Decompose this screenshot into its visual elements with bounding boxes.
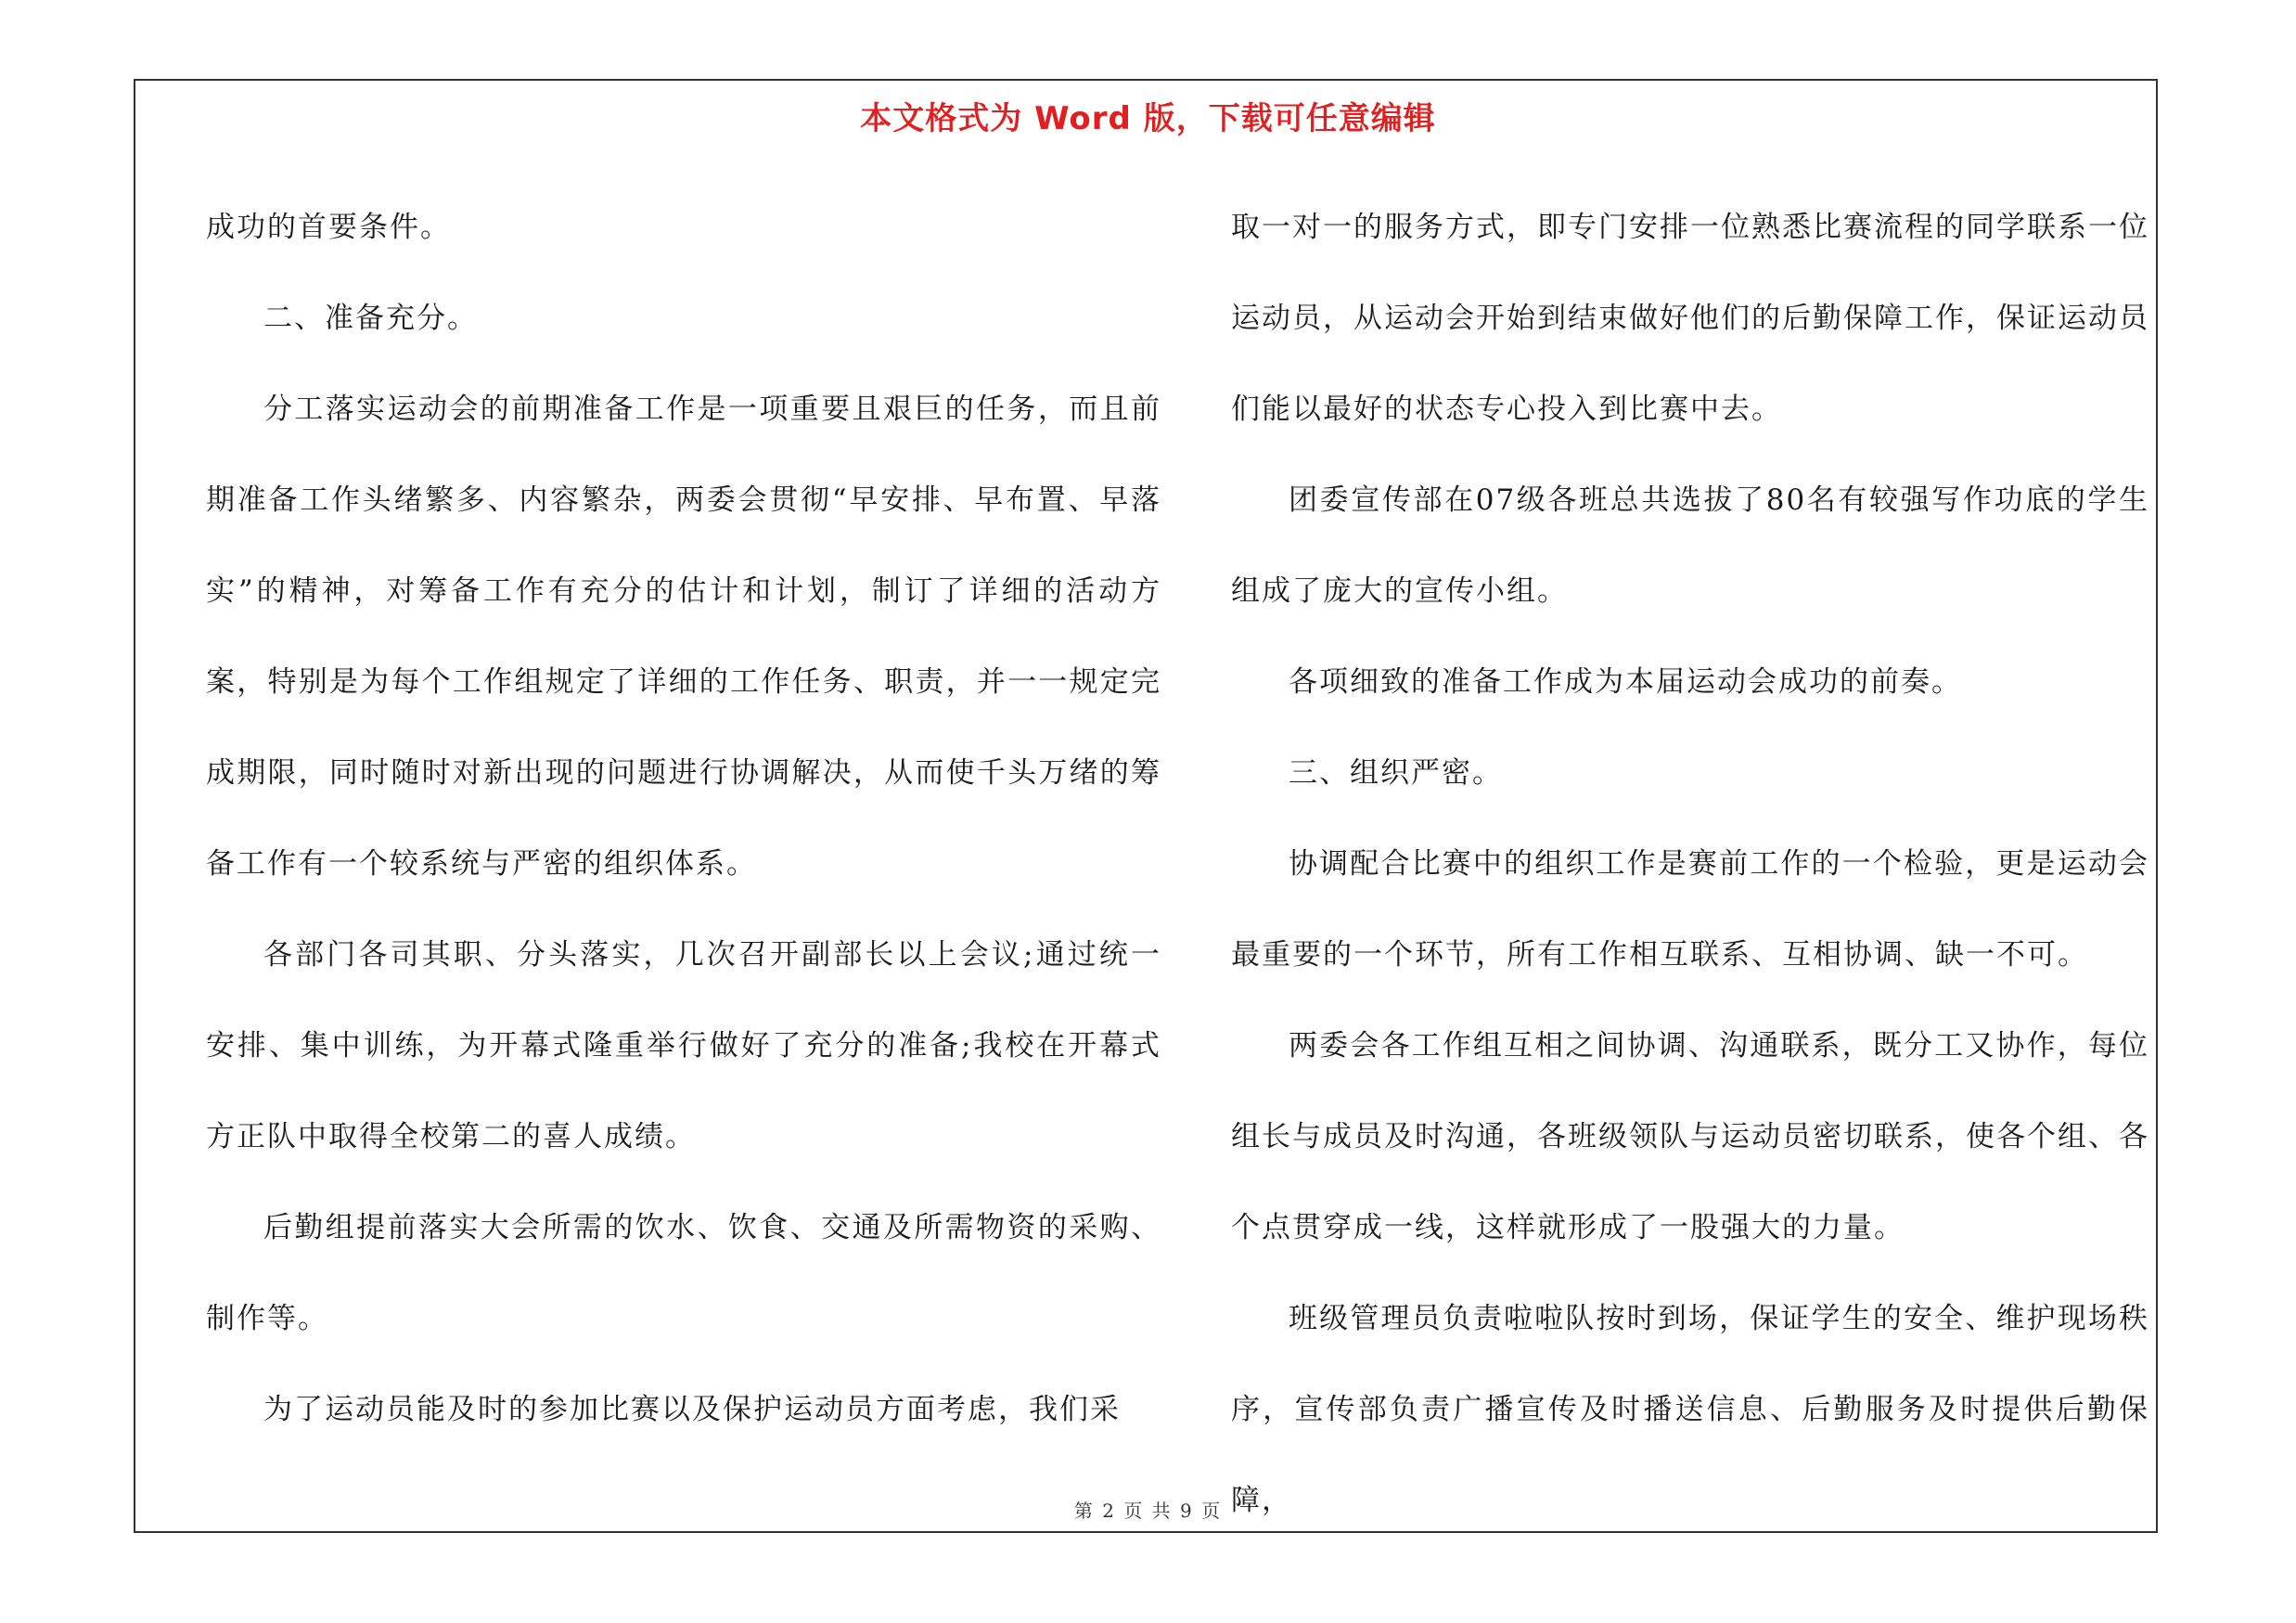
paragraph: 后勤组提前落实大会所需的饮水、饮食、交通及所需物资的采购、制作等。 bbox=[206, 1211, 1161, 1335]
paragraph: 各项细致的准备工作成为本届运动会成功的前奏。 bbox=[1289, 665, 1962, 699]
paragraph: 协调配合比赛中的组织工作是赛前工作的一个检验，更是运动会最重要的一个环节，所有工作相互联系、互相协调、缺一不可。 bbox=[1231, 847, 2149, 972]
section-heading: 三、组织严密。 bbox=[1289, 756, 1503, 790]
paragraph: 团委宣传部在07级各班总共选拔了80名有较强写作功底的学生组成了庞大的宣传小组。 bbox=[1231, 483, 2149, 608]
right-column bbox=[1231, 182, 2149, 1546]
section-heading: 二、准备充分。 bbox=[263, 302, 478, 335]
paragraph: 取一对一的服务方式，即专门安排一位熟悉比赛流程的同学联系一位运动员，从运动会开始到结束做好他们的后勤保障工作，保证运动员们能以最好的状态专心投入到比赛中去。 bbox=[1231, 211, 2149, 426]
paragraph: 为了运动员能及时的参加比赛以及保护运动员方面考虑，我们采 bbox=[263, 1393, 1121, 1426]
paragraph: 两委会各工作组互相之间协调、沟通联系，既分工又协作，每位组长与成员及时沟通，各班级领队与运动员密切联系，使各个组、各个点贯穿成一线，这样就形成了一股强大的力量。 bbox=[1231, 1029, 2149, 1244]
paragraph: 成功的首要条件。 bbox=[206, 211, 451, 244]
page-number: 第 2 页 共 9 页 bbox=[1073, 1500, 1223, 1522]
word-format-banner: 本文格式为 Word 版，下载可任意编辑 bbox=[860, 100, 1436, 137]
paragraph: 分工落实运动会的前期准备工作是一项重要且艰巨的任务，而且前期准备工作头绪繁多、内容繁杂，两委会贯彻“早安排、早布置、早落实”的精神，对筹备工作有充分的估计和计划，制订了详细的活动方案，特别是为每个工作组规定了详细的工作任务、职责，并一一规定完成期限，同时随时对新出现的问题进行协调解决，从而使千头万绪的筹备工作有一个较系统与严密的组织体系。 bbox=[206, 393, 1161, 881]
paragraph: 各部门各司其职、分头落实，几次召开副部长以上会议;通过统一安排、集中训练，为开幕式隆重举行做好了充分的准备;我校在开幕式方正队中取得全校第二的喜人成绩。 bbox=[206, 938, 1161, 1153]
paragraph: 班级管理员负责啦啦队按时到场，保证学生的安全、维护现场秩序，宣传部负责广播宣传及时播送信息、后勤服务及时提供后勤保障， bbox=[1231, 1302, 2149, 1517]
left-column bbox=[206, 182, 1161, 1455]
